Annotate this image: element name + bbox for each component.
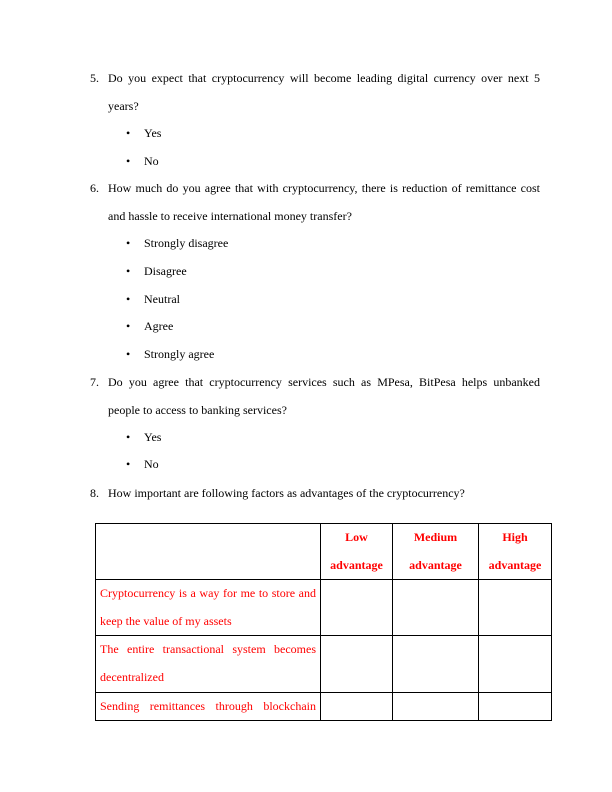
factor-label: Cryptocurrency is a way for me to store and keep the value of my assets <box>96 580 321 636</box>
bullet-icon: • <box>126 347 131 361</box>
rating-cell-low[interactable] <box>321 580 393 636</box>
question-6 <box>90 175 540 230</box>
bullet-icon: • <box>126 457 131 471</box>
header-medium-advantage: Medium advantage <box>393 524 479 580</box>
option-label: Strongly disagree <box>144 236 229 250</box>
bullet-icon: • <box>126 154 131 168</box>
advantages-table <box>95 523 552 721</box>
question-number: 5. <box>90 71 99 85</box>
table-row <box>96 580 552 636</box>
rating-cell-high[interactable] <box>479 580 552 636</box>
factor-label: The entire transactional system becomes decentralized <box>96 636 321 692</box>
rating-cell-high[interactable] <box>479 636 552 692</box>
option-label: Yes <box>144 126 162 140</box>
question-5 <box>90 65 540 120</box>
question-7 <box>90 369 540 424</box>
option-label: Neutral <box>144 292 180 306</box>
rating-cell-medium[interactable] <box>393 692 479 721</box>
table-header-row <box>96 524 552 580</box>
rating-cell-low[interactable] <box>321 692 393 721</box>
option-label: Yes <box>144 430 162 444</box>
table-row <box>96 692 552 721</box>
question-text: Do you expect that cryptocurrency will become leading digital currency over next 5 years? <box>108 71 540 113</box>
question-number: 6. <box>90 181 99 195</box>
bullet-icon: • <box>126 292 131 306</box>
option-label: Strongly agree <box>144 347 215 361</box>
option-label: No <box>144 457 159 471</box>
question-number: 7. <box>90 375 99 389</box>
rating-cell-medium[interactable] <box>393 580 479 636</box>
bullet-icon: • <box>126 319 131 333</box>
question-8 <box>90 480 540 508</box>
question-text: Do you agree that cryptocurrency services such as MPesa, BitPesa helps unbanked people to access to banking services? <box>108 375 540 417</box>
bullet-icon: • <box>126 430 131 444</box>
bullet-icon: • <box>126 126 131 140</box>
factor-label: Sending remittances through blockchain <box>96 692 321 721</box>
rating-cell-high[interactable] <box>479 692 552 721</box>
header-low-advantage: Low advantage <box>321 524 393 580</box>
question-number: 8. <box>90 486 99 500</box>
question-text: How much do you agree that with cryptocurrency, there is reduction of remittance cost and hassle to receive international money transfer? <box>108 181 540 223</box>
bullet-icon: • <box>126 264 131 278</box>
rating-cell-medium[interactable] <box>393 636 479 692</box>
table-row <box>96 636 552 692</box>
question-text: How important are following factors as advantages of the cryptocurrency? <box>108 486 465 500</box>
rating-cell-low[interactable] <box>321 636 393 692</box>
header-cell-empty <box>96 524 321 580</box>
header-high-advantage: High advantage <box>479 524 552 580</box>
bullet-icon: • <box>126 236 131 250</box>
option-label: No <box>144 154 159 168</box>
option-label: Agree <box>144 319 174 333</box>
option-label: Disagree <box>144 264 187 278</box>
